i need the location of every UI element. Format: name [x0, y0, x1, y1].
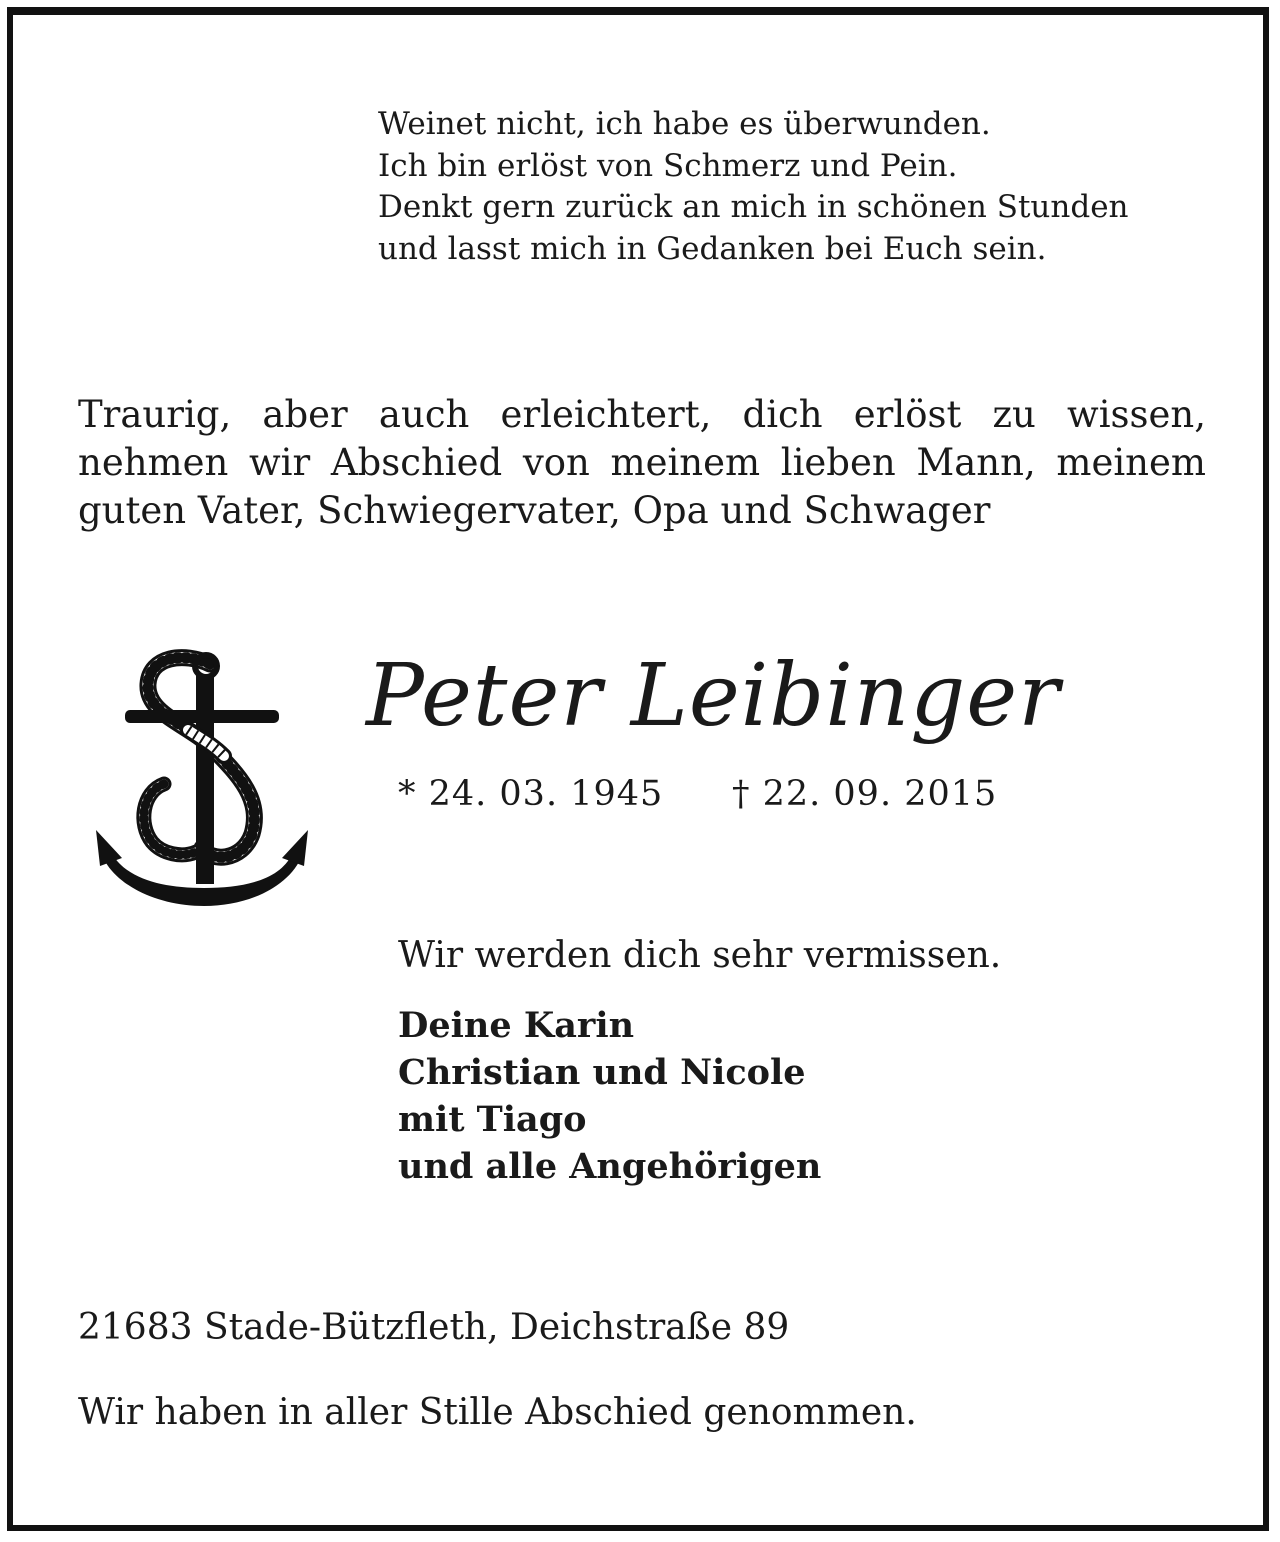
intro-line: guten Vater, Schwiegervater, Opa und Schwager — [78, 489, 991, 532]
poem-line: Weinet nicht, ich habe es überwunden. — [378, 106, 991, 142]
farewell-message: Wir werden dich sehr vermissen. — [398, 935, 1002, 976]
family-line: und alle Angehörigen — [398, 1146, 822, 1187]
address: 21683 Stade-Bützfleth, Deichstraße 89 — [78, 1307, 790, 1348]
family-signatures — [398, 1002, 821, 1190]
intro-line: Traurig, aber auch erleichtert, dich erlöst zu wissen, — [78, 393, 1206, 436]
deceased-name: Peter Leibinger — [366, 646, 1061, 746]
family-line: mit Tiago — [398, 1099, 587, 1140]
poem — [378, 104, 1129, 270]
poem-line: Denkt gern zurück an mich in schönen Stunden — [378, 189, 1129, 225]
family-line: Deine Karin — [398, 1005, 635, 1046]
intro-line: nehmen wir Abschied von meinem lieben Mann, meinem — [78, 441, 1206, 484]
intro-text — [78, 391, 1206, 535]
death-date: † 22. 09. 2015 — [732, 774, 998, 814]
family-line: Christian und Nicole — [398, 1052, 806, 1093]
birth-date: * 24. 03. 1945 — [398, 774, 664, 814]
anchor-icon — [92, 644, 312, 910]
closing-note: Wir haben in aller Stille Abschied genommen. — [78, 1392, 917, 1433]
poem-line: und lasst mich in Gedanken bei Euch sein. — [378, 230, 1047, 267]
poem-line: Ich bin erlöst von Schmerz und Pein. — [378, 147, 958, 184]
